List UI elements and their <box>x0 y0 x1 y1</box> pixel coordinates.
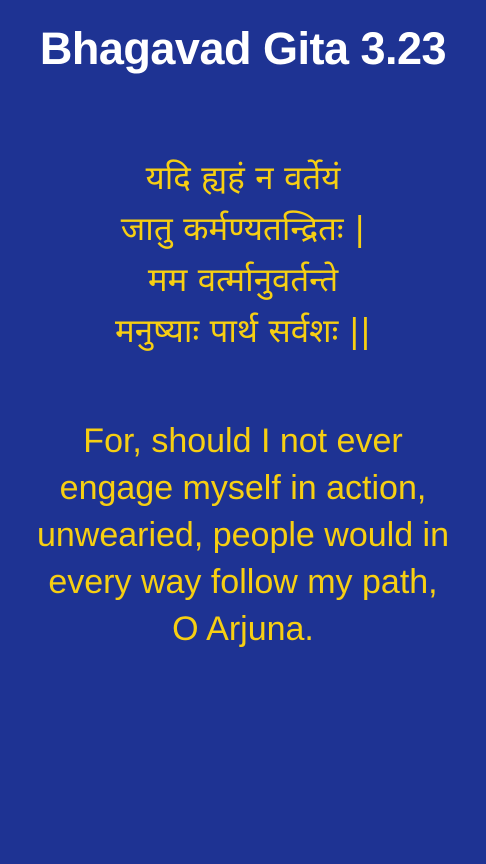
english-translation <box>0 418 486 653</box>
verse-line-2: जातु कर्मण्यतन्द्रितः | <box>120 209 366 248</box>
sanskrit-verse <box>0 152 486 356</box>
translation-line-2: engage myself in action, <box>59 469 427 507</box>
verse-line-3: मम वर्त्मानुवर्तन्ते <box>147 260 339 299</box>
page-title: Bhagavad Gita 3.23 <box>39 23 447 74</box>
verse-line-1: यदि ह्यहं न वर्तेयं <box>145 158 341 197</box>
translation-line-5: O Arjuna. <box>172 610 314 648</box>
translation-line-4: every way follow my path, <box>48 563 438 601</box>
verse-line-4: मनुष्याः पार्थ सर्वशः || <box>115 311 371 350</box>
translation-line-3: unwearied, people would in <box>36 516 450 554</box>
translation-line-1: For, should I not ever <box>83 422 403 460</box>
